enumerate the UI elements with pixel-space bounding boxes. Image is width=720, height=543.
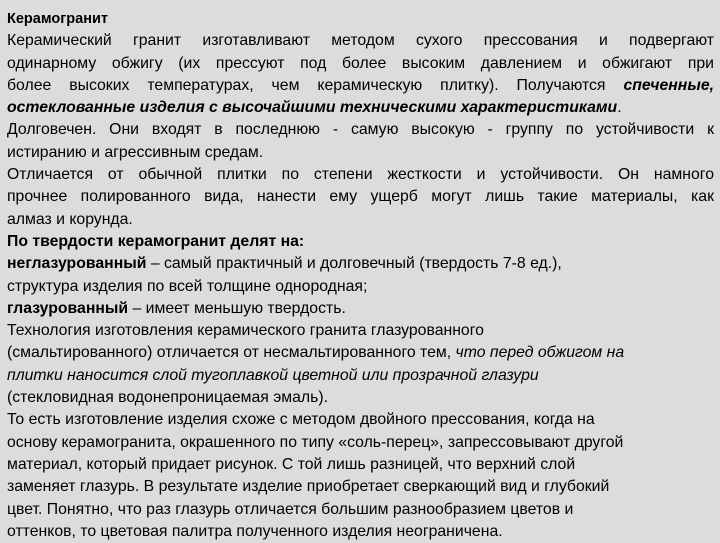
tech-line5: То есть изготовление изделия схоже с методом двойного прессования, когда на — [7, 411, 595, 429]
unglazed-line1 — [7, 253, 714, 275]
emphasis-characteristics: остеклованные изделия с высочайшими техническими характеристиками — [7, 99, 618, 117]
tech-line6: основу керамогранита, окрашенного по типу «соль-перец», запрессовывают другой — [7, 433, 624, 451]
tech-line7: материал, который придает рисунок. С той лишь разницей, что верхний слой — [7, 455, 576, 473]
unglazed-term: неглазурованный — [7, 255, 147, 273]
para2-line2: прочнее полированного вида, нанести ему ущерб могут лишь такие материалы, как — [7, 188, 714, 206]
para1-line5: Долговечен. Они входят в последнюю - самую высокую - группу по устойчивости к — [7, 121, 714, 139]
para1-line2: одинарному обжигу (их прессуют под более высоким давлением и обжигают при — [7, 54, 714, 72]
para1-line3-text: более высоких температурах, чем керамическую плитку). Получаются — [7, 76, 606, 94]
tech-line8: заменяет глазурь. В результате изделие приобретает сверкающий вид и глубокий — [7, 478, 610, 496]
glazed-line — [7, 298, 714, 320]
hardness-heading: По твердости керамогранит делят на: — [7, 232, 305, 250]
emphasis-before-firing: что перед обжигом на — [455, 344, 625, 362]
tech-line4: (стекловидная водонепроницаемая эмаль). — [7, 389, 329, 407]
para1-line4-period: . — [617, 99, 622, 117]
unglazed-line2: структура изделия по всей толщине однородная; — [7, 277, 368, 295]
para1-line3 — [7, 75, 714, 97]
emphasis-sintered: спеченные, — [623, 76, 714, 94]
para2-line3: алмаз и корунда. — [7, 210, 133, 228]
para1-line4 — [7, 97, 714, 119]
unglazed-description: – самый практичный и долговечный (твердость 7-8 ед.), — [146, 255, 562, 273]
tech-line3: плитки наносится слой тугоплавкой цветной или прозрачной глазури — [7, 366, 539, 384]
tech-line9: цвет. Понятно, что раз глазурь отличается большим разнообразием цветов и — [7, 500, 574, 518]
tech-line10: оттенков, то цветовая палитра полученного изделия неограниченa. — [7, 522, 503, 540]
tech-line2 — [7, 342, 714, 364]
para2-line1: Отличается от обычной плитки по степени жесткости и устойчивости. Он намного — [7, 166, 714, 184]
glazed-description: – имеет меньшую твердость. — [128, 299, 346, 317]
tech-line1: Технология изготовления керамического гранита глазурованного — [7, 322, 484, 340]
document-title: Керамогранит — [7, 11, 108, 27]
para1-line1: Керамический гранит изготавливают методом сухого прессования и подвергают — [7, 32, 714, 50]
para1-line6: истиранию и агрессивным средам. — [7, 143, 264, 161]
glazed-term: глазурованный — [7, 299, 129, 317]
tech-line2-text: (смальтированного) отличается от несмальтированного тем, — [7, 344, 456, 362]
